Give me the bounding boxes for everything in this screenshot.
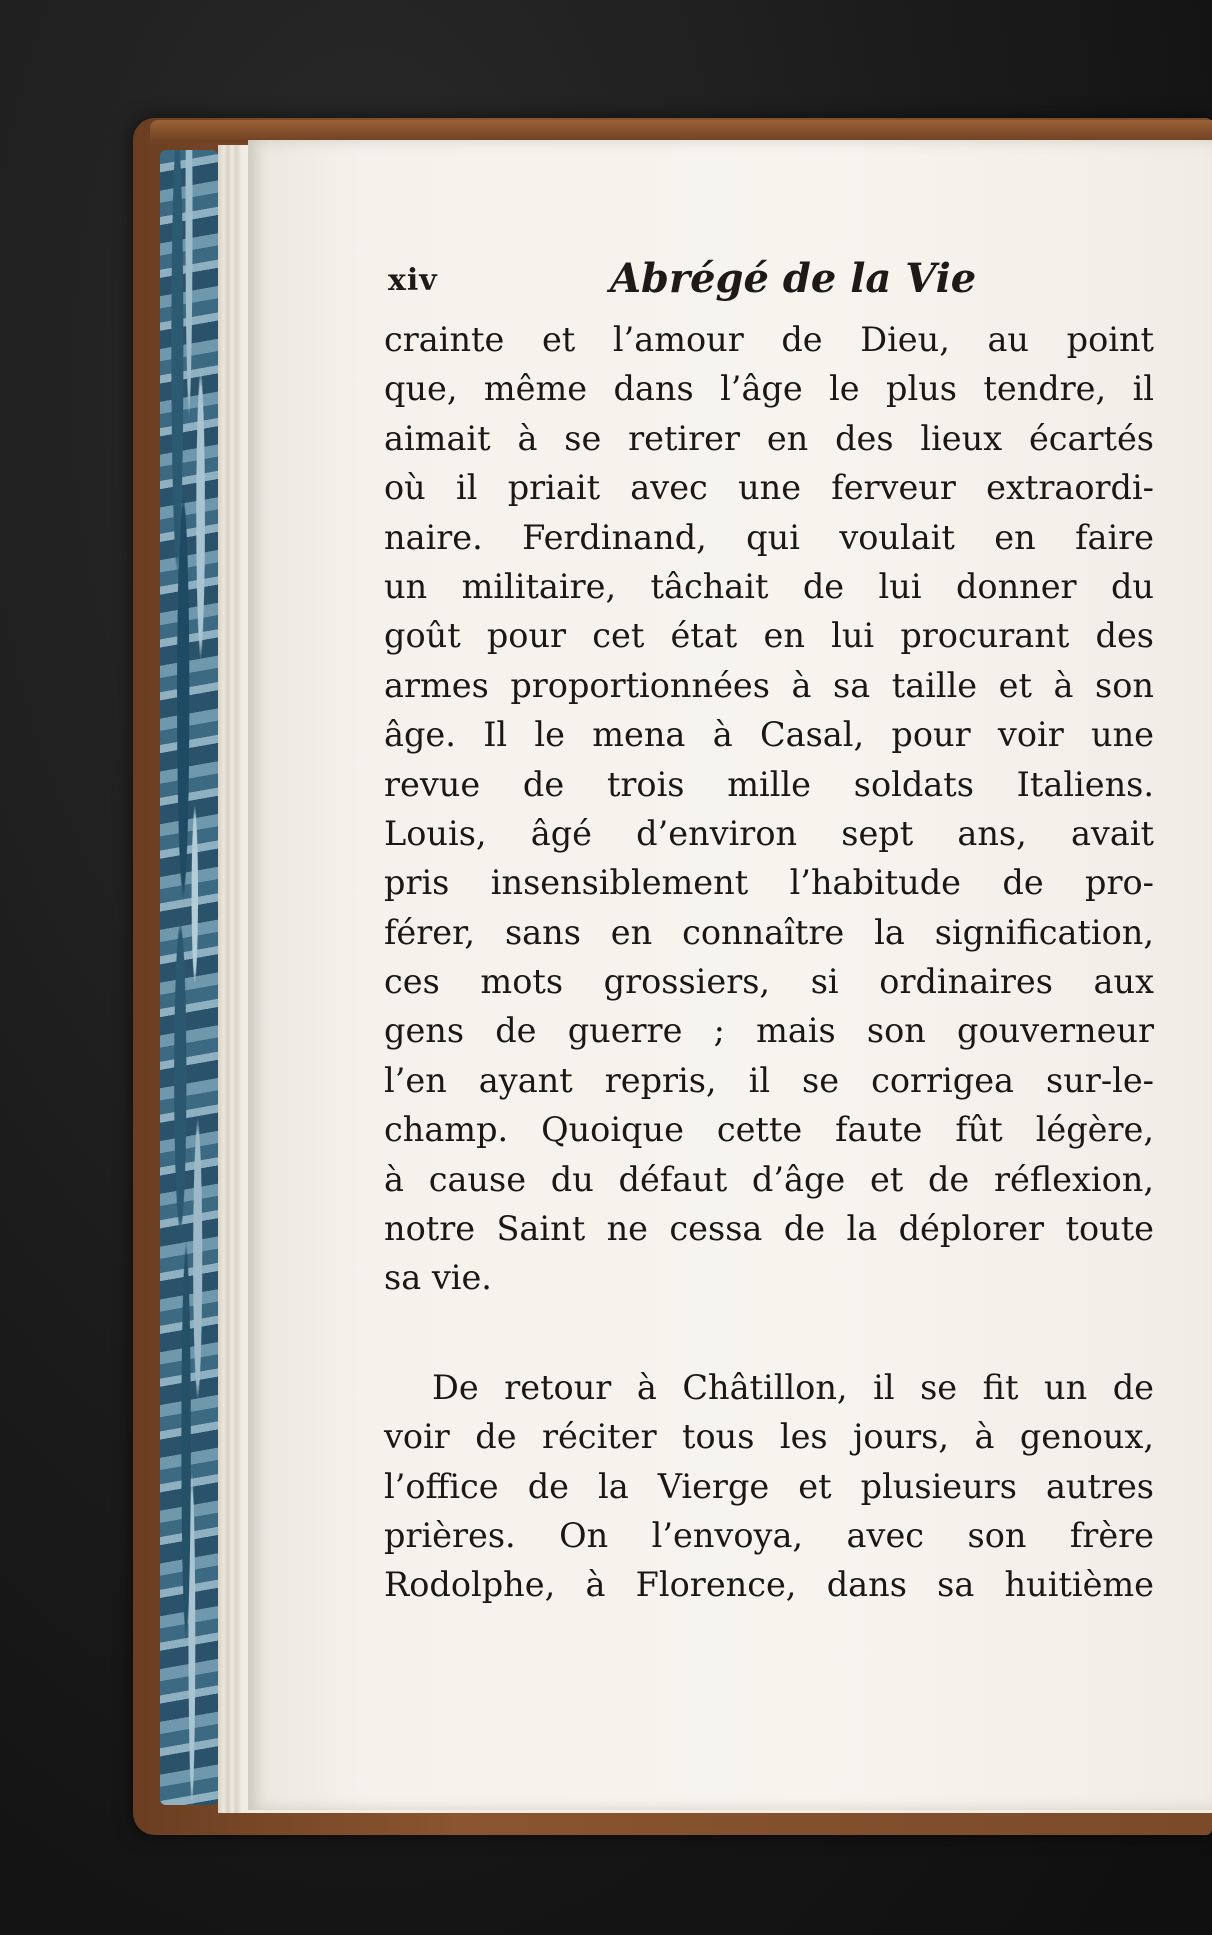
text-line: pris insensiblement l’habitude de pro- <box>384 863 1154 903</box>
text-line: l’office de la Vierge et plusieurs autres <box>384 1466 1154 1506</box>
body-text <box>384 315 1154 1610</box>
text-line: revue de trois mille soldats Italiens. <box>384 764 1154 804</box>
text-line: l’en ayant repris, il se corrigea sur-le- <box>384 1060 1154 1100</box>
text-line: âge. Il le mena à Casal, pour voir une <box>384 715 1154 755</box>
text-line: naire. Ferdinand, qui voulait en faire <box>384 517 1154 557</box>
text-line: ces mots grossiers, si ordinaires aux <box>384 962 1154 1002</box>
text-line: champ. Quoique cette faute fût légère, <box>384 1110 1154 1150</box>
text-line: à cause du défaut d’âge et de réflexion, <box>384 1159 1154 1199</box>
text-line: crainte et l’amour de Dieu, au point <box>384 320 1154 359</box>
marbled-endpaper <box>160 150 218 1805</box>
text-line: De retour à Châtillon, il se fit un de <box>432 1367 1154 1407</box>
paragraph-gap <box>384 1303 1154 1363</box>
text-line: un militaire, tâchait de lui donner du <box>384 566 1154 606</box>
text-line: que, même dans l’âge le plus tendre, il <box>384 369 1154 409</box>
text-line: gens de guerre ; mais son gouverneur <box>384 1011 1154 1051</box>
text-line: aimait à se retirer en des lieux écartés <box>384 418 1154 458</box>
text-line: armes proportionnées à sa taille et à son <box>384 665 1154 705</box>
text-line: sa vie. <box>384 1258 492 1298</box>
text-line: notre Saint ne cessa de la déplorer toute <box>384 1209 1154 1249</box>
text-line: voir de réciter tous les jours, à genoux, <box>384 1417 1154 1457</box>
running-head <box>388 255 1148 315</box>
text-line: goût pour cet état en lui procurant des <box>384 616 1154 656</box>
running-title: Abrégé de la Vie <box>610 255 977 302</box>
text-line: férer, sans en connaître la signification, <box>384 912 1154 952</box>
cover-top-edge <box>150 120 1212 142</box>
text-line: prières. On l’envoya, avec son frère <box>384 1515 1154 1555</box>
text-line: où il priait avec une ferveur extraordi- <box>384 468 1154 508</box>
text-line: Louis, âgé d’environ sept ans, avait <box>384 813 1154 853</box>
page-number: xiv <box>388 263 438 298</box>
text-line: Rodolphe, à Florence, dans sa huitième <box>384 1565 1154 1605</box>
